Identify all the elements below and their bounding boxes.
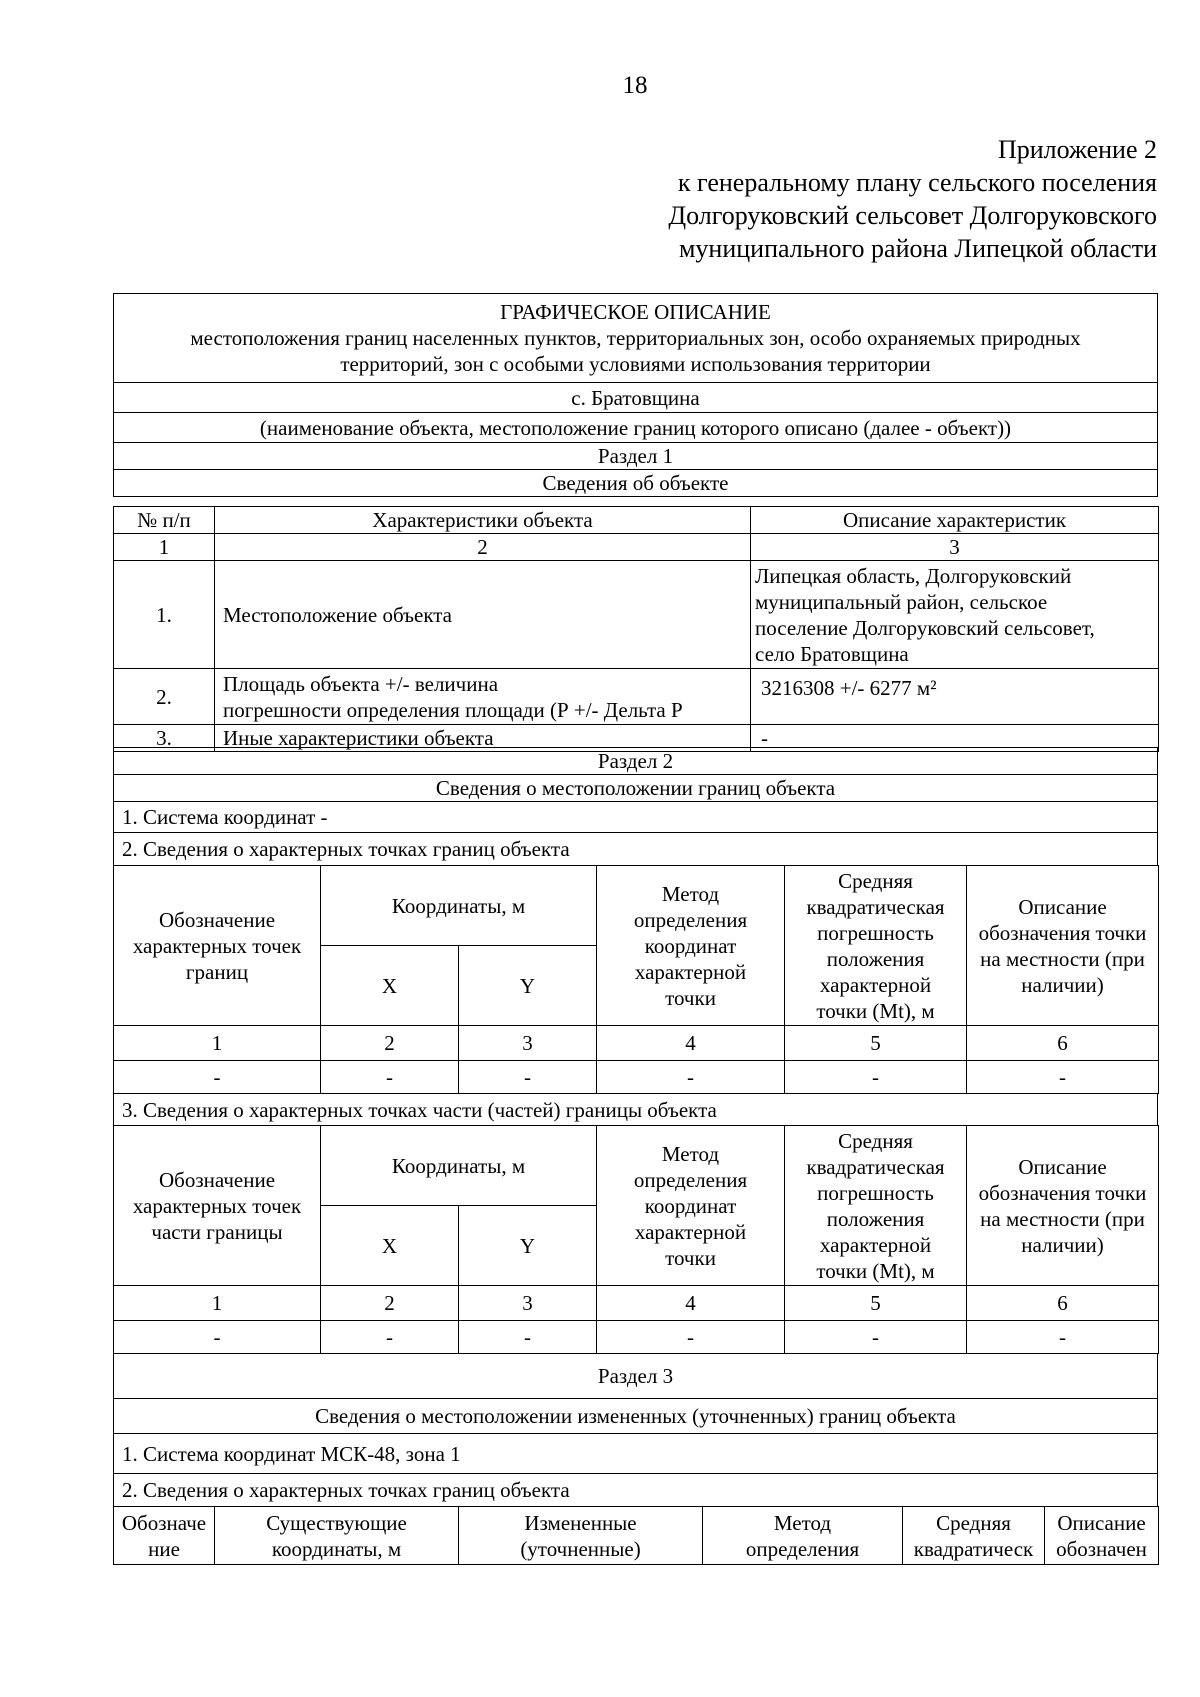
header-line: определения	[633, 1167, 748, 1192]
header-line: Средняя	[838, 868, 913, 893]
table-cell: -	[321, 1061, 459, 1094]
col-number: 3	[751, 534, 1159, 561]
section1-table	[113, 506, 1159, 752]
header-line: Обозначение	[158, 1167, 276, 1192]
col-number: 2	[321, 1026, 459, 1061]
error-header	[903, 1507, 1045, 1565]
header-line: определения	[745, 1536, 860, 1561]
row-characteristic: Местоположение объекта	[215, 561, 751, 669]
header-line: квадратическая	[806, 1154, 945, 1179]
header-line: обозначения точки	[978, 1180, 1147, 1205]
header-line: характерной	[819, 972, 932, 997]
characteristic-line: погрешности определения площади (Р +/- Дельта Р	[223, 697, 683, 722]
y-header: Y	[459, 1206, 597, 1286]
parts-heading	[113, 1093, 1158, 1126]
col-header: Описание характеристик	[751, 507, 1159, 534]
table-cell: -	[597, 1061, 785, 1094]
col-number: 5	[785, 1026, 967, 1061]
table-cell: -	[459, 1061, 597, 1094]
method-header	[597, 1126, 785, 1286]
col-number: 6	[967, 1026, 1159, 1061]
error-header	[785, 866, 967, 1026]
coordinates-header: Координаты, м	[321, 1126, 597, 1206]
header-line: координат	[644, 933, 737, 958]
header-line: точки	[665, 1245, 716, 1270]
parts-title: 3. Сведения о характерных точках части (частей) границы объекта	[114, 1094, 1158, 1126]
characteristic-line: Площадь объекта +/- величина	[223, 671, 499, 696]
row-characteristic	[215, 669, 751, 725]
header-line: обозначения точки	[978, 920, 1147, 945]
coordinate-system: 1. Система координат -	[114, 802, 1158, 833]
appendix-line: к генеральному плану сельского поселения	[677, 168, 1157, 197]
col-number: 4	[597, 1286, 785, 1321]
header-line: Обозначе	[121, 1510, 207, 1535]
col-number: 3	[459, 1026, 597, 1061]
header-line: наличии)	[1021, 1232, 1104, 1257]
row-description: 3216308 +/- 6277 м²	[751, 669, 1159, 725]
header-line: Описание	[1018, 894, 1107, 919]
header-line: координаты, м	[271, 1536, 402, 1561]
description-line: Липецкая область, Долгоруковский	[755, 563, 1072, 588]
method-header	[703, 1507, 903, 1565]
object-name: с. Братовщина	[114, 383, 1158, 413]
table-row	[114, 561, 1159, 669]
col-number: 4	[597, 1026, 785, 1061]
x-header: X	[321, 946, 459, 1026]
header-line: Существующие	[266, 1510, 407, 1535]
row-description	[751, 561, 1159, 669]
header-line: Измененные	[524, 1510, 637, 1535]
header-line: (уточненные)	[520, 1536, 641, 1561]
header-line: обозначен	[1056, 1536, 1147, 1561]
description-line: муниципальный район, сельское	[755, 589, 1048, 614]
header-line: точки	[665, 985, 716, 1010]
y-header: Y	[459, 946, 597, 1026]
header-line: квадратическ	[913, 1536, 1034, 1561]
section1-subtitle: Сведения об объекте	[114, 470, 1158, 497]
designation-header	[114, 1126, 321, 1286]
table-row	[114, 669, 1159, 725]
header-line: Описание	[1057, 1510, 1146, 1535]
header-line: Метод	[661, 881, 720, 906]
table-cell: -	[459, 1321, 597, 1354]
page-number: 18	[622, 72, 648, 99]
x-header: X	[321, 1206, 459, 1286]
header-line: характерной	[634, 959, 747, 984]
header-line: точки (Mt), м	[816, 1258, 935, 1283]
table-row	[114, 1061, 1159, 1094]
header-line: положения	[826, 946, 925, 971]
section1-title: Раздел 1	[114, 443, 1158, 470]
header-line: части границы	[151, 1219, 283, 1244]
table-cell: -	[597, 1321, 785, 1354]
col-number: 3	[459, 1286, 597, 1321]
boundary-points-table	[113, 865, 1159, 1094]
header-line: границ	[185, 959, 249, 984]
header-line: положения	[826, 1206, 925, 1231]
header-line: ние	[148, 1536, 180, 1561]
description-header	[967, 1126, 1159, 1286]
header-line: погрешность	[817, 1180, 934, 1205]
table-row	[114, 1321, 1159, 1354]
col-header: Характеристики объекта	[215, 507, 751, 534]
table-cell: -	[321, 1321, 459, 1354]
description-header	[1045, 1507, 1159, 1565]
row-number: 3.	[114, 725, 215, 752]
col-number: 1	[114, 1286, 321, 1321]
header-line: на местности (при	[980, 946, 1145, 971]
coordinates-header: Координаты, м	[321, 866, 597, 946]
description-line: село Братовщина	[755, 641, 909, 666]
header-line: погрешность	[817, 920, 934, 945]
header-line: Средняя	[936, 1510, 1011, 1535]
document-subtitle: местоположения границ населенных пунктов, территориальных зон, особо охраняемых природных	[190, 326, 1081, 350]
appendix-line: Долгоруковский сельсовет Долгоруковского	[668, 201, 1157, 230]
document-title: ГРАФИЧЕСКОЕ ОПИСАНИЕ	[500, 300, 771, 324]
designation-header	[114, 866, 321, 1026]
table-cell: -	[967, 1061, 1159, 1094]
points-title: 2. Сведения о характерных точках границ объекта	[114, 833, 1158, 866]
col-header: № п/п	[114, 507, 215, 534]
header-line: характерных точек	[132, 933, 302, 958]
header-line: координат	[644, 1193, 737, 1218]
document-header	[114, 294, 1158, 383]
coordinate-system: 1. Система координат МСК-48, зона 1	[114, 1434, 1158, 1474]
table-cell: -	[114, 1061, 321, 1094]
description-header	[967, 866, 1159, 1026]
header-line: точки (Mt), м	[816, 998, 935, 1023]
header-line: характерной	[819, 1232, 932, 1257]
row-description: -	[751, 725, 1159, 752]
header-line: Метод	[661, 1141, 720, 1166]
table-cell: -	[967, 1321, 1159, 1354]
col-number: 2	[215, 534, 751, 561]
section3-title: Раздел 3	[114, 1354, 1158, 1399]
table-cell: -	[114, 1321, 321, 1354]
header-table	[113, 293, 1158, 497]
section2-subtitle: Сведения о местоположении границ объекта	[114, 775, 1158, 802]
col-number: 1	[114, 534, 215, 561]
table-cell: -	[785, 1321, 967, 1354]
changed-points-table	[113, 1506, 1159, 1565]
description-line: поселение Долгоруковский сельсовет,	[755, 615, 1095, 640]
appendix-line: Приложение 2	[997, 135, 1157, 164]
error-header	[785, 1126, 967, 1286]
header-line: квадратическая	[806, 894, 945, 919]
row-characteristic: Иные характеристики объекта	[215, 725, 751, 752]
header-line: Описание	[1018, 1154, 1107, 1179]
appendix-line: муниципального района Липецкой области	[678, 234, 1157, 263]
section3-headings	[113, 1353, 1158, 1507]
header-line: определения	[633, 907, 748, 932]
header-line: Метод	[773, 1510, 832, 1535]
col-number: 6	[967, 1286, 1159, 1321]
appendix-heading	[668, 133, 1157, 265]
designation-header	[114, 1507, 215, 1565]
header-line: на местности (при	[980, 1206, 1145, 1231]
col-number: 5	[785, 1286, 967, 1321]
row-number: 2.	[114, 669, 215, 725]
col-number: 2	[321, 1286, 459, 1321]
header-line: Обозначение	[158, 907, 276, 932]
section3-subtitle: Сведения о местоположении измененных (уточненных) границ объекта	[114, 1399, 1158, 1434]
header-line: характерной	[634, 1219, 747, 1244]
header-line: характерных точек	[132, 1193, 302, 1218]
part-boundary-points-table	[113, 1125, 1159, 1354]
method-header	[597, 866, 785, 1026]
section2-title: Раздел 2	[114, 748, 1158, 775]
existing-coords-header	[215, 1507, 459, 1565]
header-line: наличии)	[1021, 972, 1104, 997]
header-line: Средняя	[838, 1128, 913, 1153]
table-cell: -	[785, 1061, 967, 1094]
section2-headings	[113, 747, 1158, 866]
document-subtitle: территорий, зон с особыми условиями использования территории	[340, 352, 931, 376]
points-title: 2. Сведения о характерных точках границ объекта	[114, 1474, 1158, 1507]
col-number: 1	[114, 1026, 321, 1061]
row-number: 1.	[114, 561, 215, 669]
changed-coords-header	[459, 1507, 703, 1565]
object-caption: (наименование объекта, местоположение границ которого описано (далее - объект))	[114, 413, 1158, 443]
